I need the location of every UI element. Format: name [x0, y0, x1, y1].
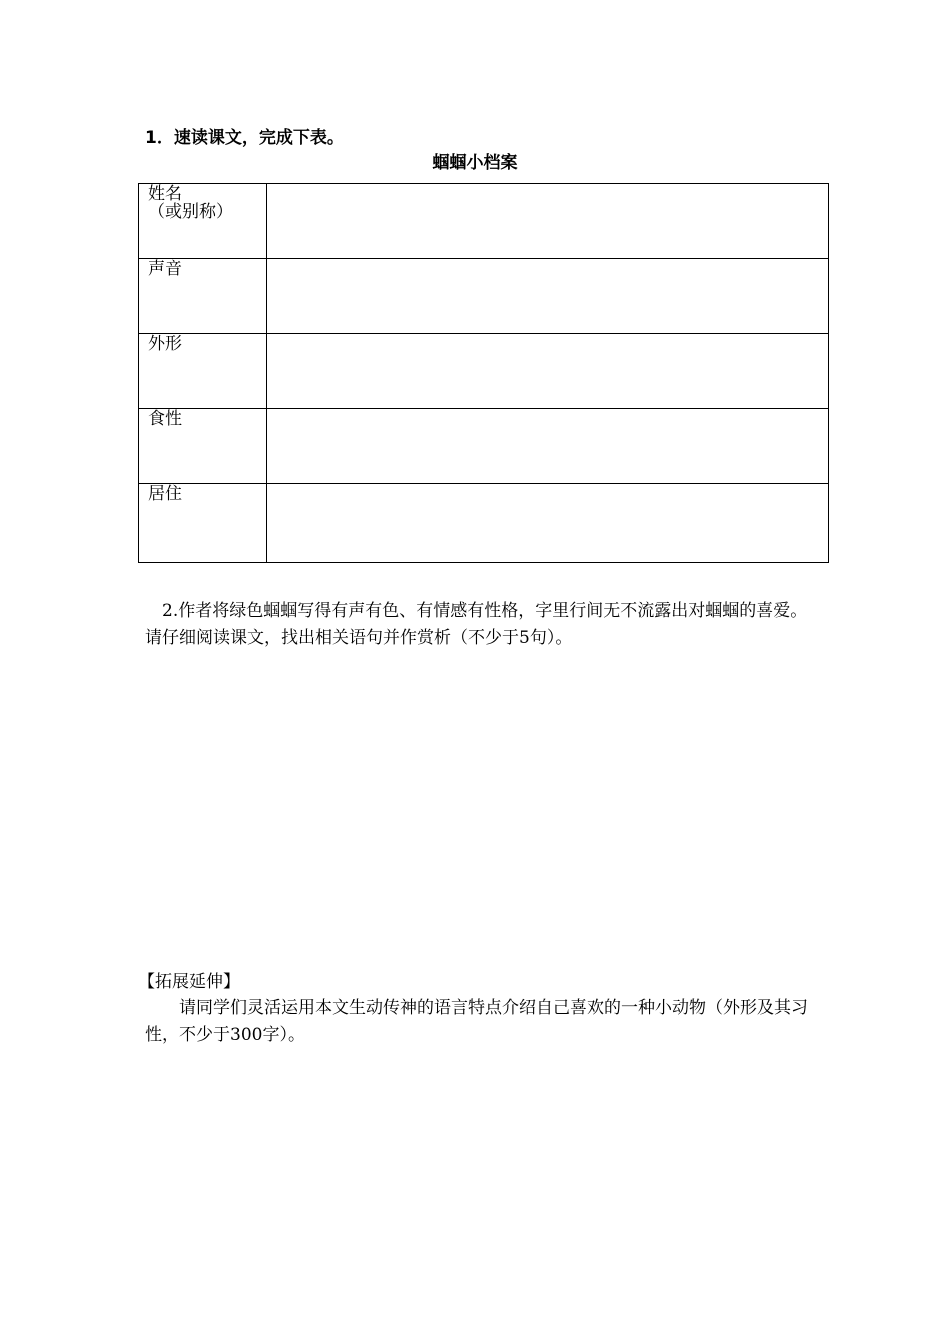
- katydid-archive-table: [138, 183, 829, 563]
- answer-cell-diet[interactable]: [267, 409, 829, 484]
- row-label-text: 姓名: [148, 184, 182, 204]
- row-label-sound: [139, 259, 267, 334]
- row-label-diet: [139, 409, 267, 484]
- row-label-name: [139, 184, 267, 259]
- row-label-habitat: [139, 484, 267, 563]
- question-1: 1．速读课文，完成下表。: [145, 128, 344, 148]
- answer-cell-appearance[interactable]: [267, 334, 829, 409]
- table-row: [139, 334, 829, 409]
- row-label-appearance: [139, 334, 267, 409]
- answer-cell-sound[interactable]: [267, 259, 829, 334]
- extension-prompt: 请同学们灵活运用本文生动传神的语言特点介绍自己喜欢的一种小动物（外形及其习性，不少于300字）。: [145, 998, 808, 1045]
- row-label-text: 食性: [148, 409, 182, 429]
- table-row: [139, 184, 829, 259]
- row-label-text: 居住: [148, 484, 182, 504]
- row-label-text: 外形: [148, 334, 182, 354]
- answer-cell-habitat[interactable]: [267, 484, 829, 563]
- table-row: [139, 259, 829, 334]
- table-row: [139, 409, 829, 484]
- extension-heading: 【拓展延伸】: [138, 972, 240, 992]
- question-2: 2.作者将绿色蝈蝈写得有声有色、有情感有性格，字里行间无不流露出对蝈蝈的喜爱。请仔细阅读课文，找出相关语句并作赏析（不少于5句）。: [145, 601, 808, 648]
- answer-cell-name[interactable]: [267, 184, 829, 259]
- table-title: 蝈蝈小档案: [432, 153, 518, 173]
- table-row: [139, 484, 829, 563]
- row-label-subtext: （或别称）: [148, 202, 233, 222]
- row-label-text: 声音: [148, 259, 182, 279]
